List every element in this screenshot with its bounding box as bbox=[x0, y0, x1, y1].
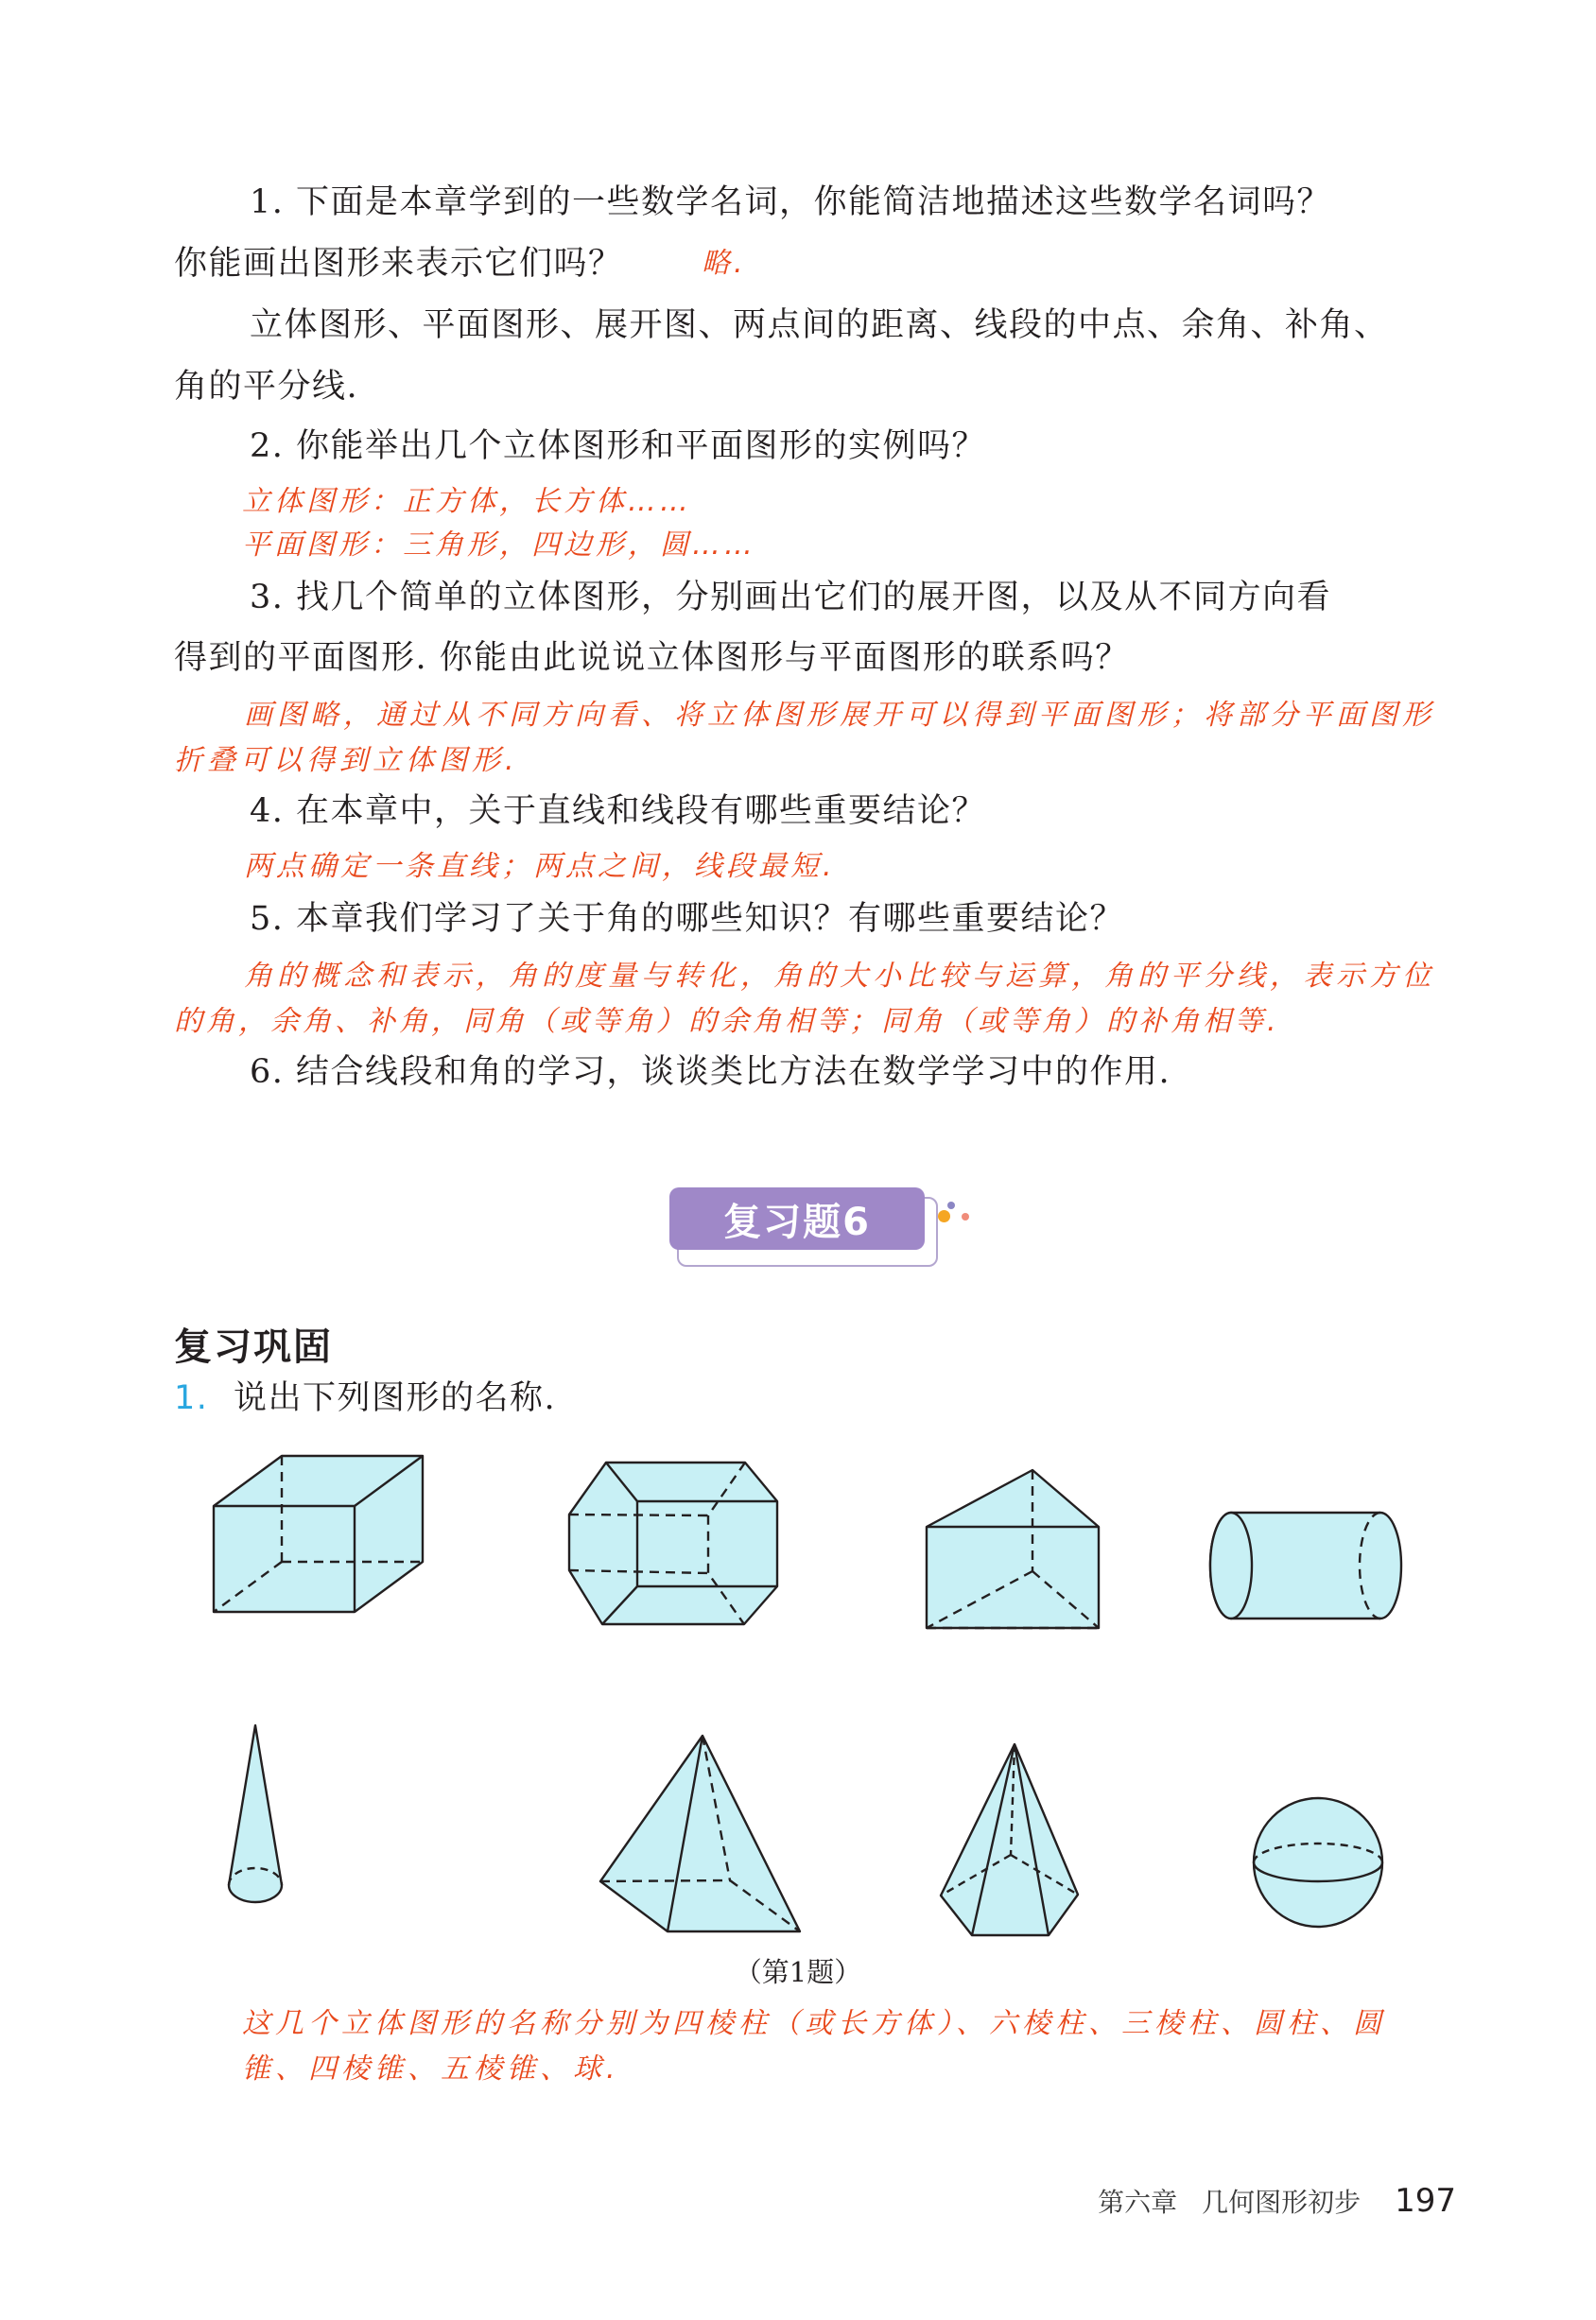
badge-title: 复习题6 bbox=[669, 1187, 925, 1250]
question-text: 本章我们学习了关于角的哪些知识？有哪些重要结论？ bbox=[296, 900, 1125, 938]
exercise-1-answer-line-2: 锥、四棱锥、五棱锥、球. bbox=[242, 2052, 620, 2086]
question-3-answer-line-1: 画图略，通过从不同方向看、将立体图形展开可以得到平面图形；将部分平面图形 bbox=[244, 699, 1435, 732]
cylinder-figure bbox=[1210, 1513, 1401, 1619]
question-number: 2. bbox=[250, 427, 285, 465]
page-number: 197 bbox=[1395, 2182, 1456, 2220]
question-text: 在本章中，关于直线和线段有哪些重要结论？ bbox=[296, 792, 987, 830]
page-footer bbox=[1098, 2182, 1456, 2220]
pentagonal-pyramid-figure bbox=[941, 1744, 1078, 1935]
chapter-label: 第六章 bbox=[1098, 2187, 1178, 2218]
square-pyramid-figure bbox=[600, 1736, 800, 1931]
exercise-1-answer-line-1: 这几个立体图形的名称分别为四棱柱（或长方体）、六棱柱、三棱柱、圆柱、圆 bbox=[242, 2007, 1386, 2040]
question-number: 4. bbox=[250, 792, 285, 830]
question-5-answer-line-1: 角的概念和表示，角的度量与转化，角的大小比较与运算，角的平分线，表示方位 bbox=[244, 960, 1435, 993]
exercise-text: 说出下列图形的名称. bbox=[234, 1379, 557, 1417]
question-number: 6. bbox=[250, 1053, 285, 1091]
question-3-answer-line-2: 折叠可以得到立体图形. bbox=[174, 744, 519, 777]
question-4-answer: 两点确定一条直线；两点之间，线段最短. bbox=[244, 850, 836, 883]
sphere-figure bbox=[1254, 1798, 1382, 1927]
question-number: 5. bbox=[250, 900, 285, 938]
question-1-answer: 略. bbox=[702, 247, 747, 280]
section-title: 复习巩固 bbox=[174, 1325, 333, 1369]
chapter-title: 几何图形初步 bbox=[1202, 2187, 1362, 2218]
question-text: 你能画出图形来表示它们吗？ bbox=[174, 245, 623, 283]
hexagonal-prism-figure bbox=[569, 1463, 777, 1624]
terms-text: 角的平分线. bbox=[174, 368, 359, 406]
question-number: 3. bbox=[250, 579, 285, 616]
question-2-answer-line-2: 平面图形：三角形，四边形，圆…… bbox=[242, 528, 756, 562]
figure-caption: （第1题） bbox=[734, 1956, 862, 1988]
question-2-answer-line-1: 立体图形：正方体，长方体…… bbox=[242, 485, 692, 518]
exercise-number: 1. bbox=[174, 1379, 209, 1417]
question-text: 你能举出几个立体图形和平面图形的实例吗？ bbox=[296, 427, 987, 465]
terms-text: 立体图形、平面图形、展开图、两点间的距离、线段的中点、余角、补角、 bbox=[250, 306, 1389, 344]
cone-figure bbox=[229, 1725, 282, 1902]
triangular-prism-figure bbox=[927, 1470, 1099, 1628]
question-number: 1. bbox=[250, 183, 285, 221]
question-text: 得到的平面图形. 你能由此说说立体图形与平面图形的联系吗？ bbox=[174, 639, 1130, 677]
rectangular-prism-figure bbox=[214, 1456, 423, 1612]
question-text: 下面是本章学到的一些数学名词，你能简洁地描述这些数学名词吗？ bbox=[296, 183, 1332, 221]
question-text: 结合线段和角的学习，谈谈类比方法在数学学习中的作用. bbox=[296, 1053, 1171, 1091]
question-5-answer-line-2: 的角，余角、补角，同角（或等角）的余角相等；同角（或等角）的补角相等. bbox=[174, 1005, 1280, 1038]
question-text: 找几个简单的立体图形，分别画出它们的展开图，以及从不同方向看 bbox=[296, 579, 1332, 616]
